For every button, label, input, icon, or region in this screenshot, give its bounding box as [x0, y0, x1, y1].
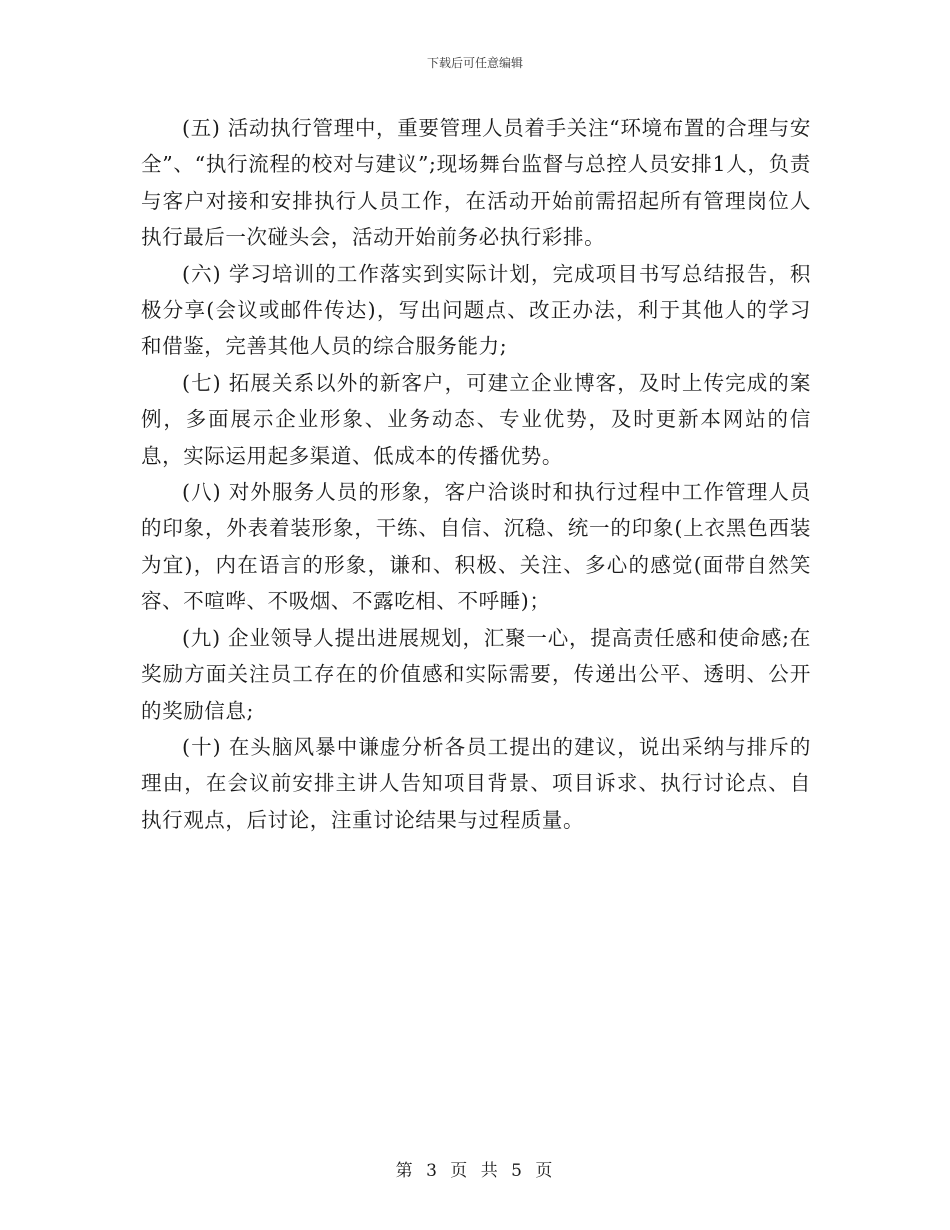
paragraph-8: (八) 对外服务人员的形象，客户洽谈时和执行过程中工作管理人员的印象，外表着装形象，干练、自信、沉稳、统一的印象(上衣黑色西装为宜)，内在语言的形象，谦和、积极、关注、多心的感觉(面带自然笑容、不喧哗、不吸烟、不露吃相、不呼睡)；: [141, 480, 811, 614]
page-header: 下载后可任意编辑: [426, 56, 523, 70]
paragraph-7: (七) 拓展关系以外的新客户，可建立企业博客，及时上传完成的案例，多面展示企业形象、业务动态、专业优势，及时更新本网站的信息，实际运用起多渠道、低成本的传播优势。: [141, 370, 811, 468]
paragraph-5: (五) 活动执行管理中，重要管理人员着手关注“环境布置的合理与安全”、“执行流程的校对与建议”;现场舞台监督与总控人员安排1人，负责与客户对接和安排执行人员工作，在活动开始前需招起所有管理岗位人执行最后一次碰头会，活动开始前务必执行彩排。: [141, 116, 811, 250]
paragraph-6: (六) 学习培训的工作落实到实际计划，完成项目书写总结报告，积极分享(会议或邮件传达)，写出问题点、改正办法，利于其他人的学习和借鉴，完善其他人员的综合服务能力;: [141, 261, 811, 359]
page-number-footer: 第 3 页 共 5 页: [395, 1161, 555, 1181]
document-body: [141, 110, 811, 838]
paragraph-9: (九) 企业领导人提出进展规划，汇聚一心，提高责任感和使命感;在奖励方面关注员工存在的价值感和实际需要，传递出公平、透明、公开的奖励信息;: [141, 625, 811, 723]
paragraph-10: (十) 在头脑风暴中谦虚分析各员工提出的建议，说出采纳与排斥的理由，在会议前安排主讲人告知项目背景、项目诉求、执行讨论点、自执行观点，后讨论，注重讨论结果与过程质量。: [141, 734, 811, 832]
